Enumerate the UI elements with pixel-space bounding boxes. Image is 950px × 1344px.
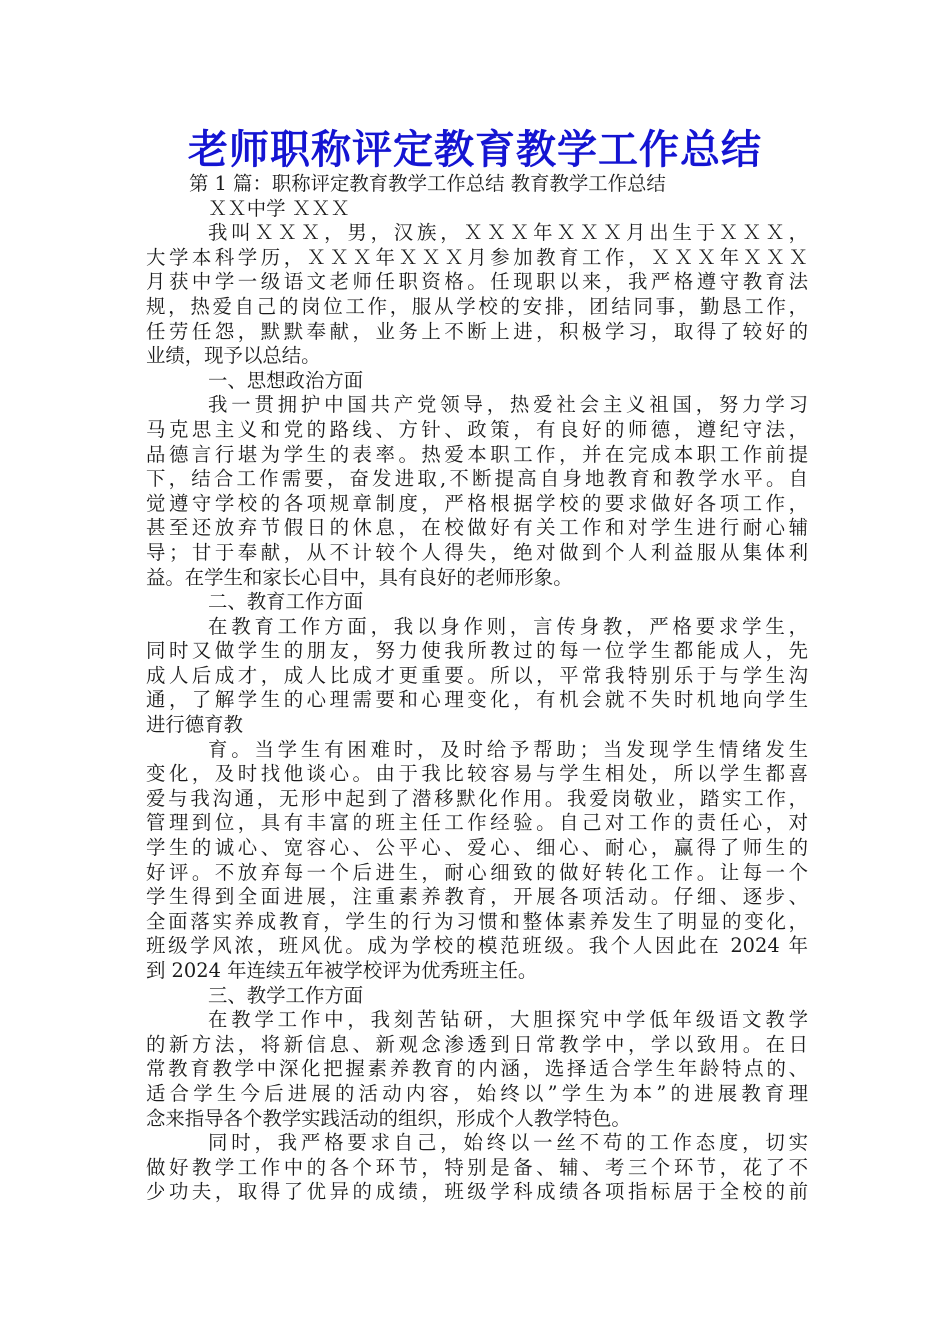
paragraph-line: 我一贯拥护中国共产党领导，热爱社会主义祖国，努力学习 (208, 393, 808, 417)
paragraph-line: 班级学风浓，班风优。成为学校的模范班级。我个人因此在 2024 年 (146, 934, 808, 958)
paragraph-line: 变化，及时找他谈心。由于我比较容易与学生相处，所以学生都喜 (146, 762, 808, 786)
paragraph-line: 我叫ＸＸＸ，男，汉族，ＸＸＸ年ＸＸＸ月出生于ＸＸＸ， (208, 221, 808, 245)
paragraph-line: 业绩，现予以总结。 (146, 344, 321, 368)
paragraph-line: 同时又做学生的朋友，努力使我所教过的每一位学生都能成人，先 (146, 639, 808, 663)
paragraph-line: 管理到位，具有丰富的班主任工作经验。自己对工作的责任心，对 (146, 811, 808, 835)
paragraph-line: 甚至还放弃节假日的休息，在校做好有关工作和对学生进行耐心辅 (146, 516, 808, 540)
section-heading: 一、思想政治方面 (208, 368, 364, 392)
chapter-heading: 第 1 篇：职称评定教育教学工作总结 教育教学工作总结 (189, 172, 666, 195)
paragraph-line: 好评。不放弃每一个后进生，耐心细致的做好转化工作。让每一个 (146, 860, 808, 884)
section-heading: 三、教学工作方面 (208, 983, 364, 1007)
paragraph-line: 益。在学生和家长心目中，具有良好的老师形象。 (146, 565, 573, 589)
paragraph-line: 马克思主义和党的路线、方针、政策，有良好的师德，遵纪守法， (146, 417, 808, 441)
paragraph-line: 导；甘于奉献，从不计较个人得失，绝对做到个人利益服从集体利 (146, 540, 808, 564)
paragraph-line: 任劳任怨，默默奉献，业务上不断上进，积极学习，取得了较好的 (146, 319, 808, 343)
paragraph-line: 月获中学一级语文老师任职资格。任现职以来，我严格遵守教育法 (146, 270, 808, 294)
paragraph-line: 爱与我沟通，无形中起到了潜移默化作用。我爱岗敬业，踏实工作， (146, 786, 808, 810)
paragraph-line: 下，结合工作需要，奋发进取,不断提高自身地教育和教学水平。自 (146, 467, 808, 491)
paragraph-line: 育。当学生有困难时，及时给予帮助；当发现学生情绪发生 (208, 737, 808, 761)
paragraph-line: 到 2024 年连续五年被学校评为优秀班主任。 (146, 959, 538, 982)
paragraph-line: 进行德育教 (146, 713, 243, 737)
document-title: 老师职称评定教育教学工作总结 (188, 126, 762, 173)
paragraph-line: 规，热爱自己的岗位工作，服从学校的安排，团结同事，勤恳工作， (146, 294, 808, 318)
paragraph-line: 学生的诚心、宽容心、公平心、爱心、细心、耐心，赢得了师生的 (146, 836, 808, 860)
paragraph-line: 做好教学工作中的各个环节，特别是备、辅、考三个环节，花了不 (146, 1155, 808, 1179)
document-body (146, 172, 808, 1205)
paragraph-line: 通，了解学生的心理需要和心理变化，有机会就不失时机地向学生 (146, 688, 808, 712)
paragraph-line: 品德言行堪为学生的表率。热爱本职工作，并在完成本职工作前提 (146, 442, 808, 466)
paragraph-line: 的新方法，将新信息、新观念渗透到日常教学中，学以致用。在日 (146, 1032, 808, 1056)
paragraph-line: 同时，我严格要求自己，始终以一丝不苟的工作态度，切实 (208, 1131, 808, 1155)
paragraph-line: 全面落实养成教育，学生的行为习惯和整体素养发生了明显的变化， (146, 909, 808, 933)
author-line: ＸＸ中学 ＸＸＸ (208, 196, 350, 220)
paragraph-line: 在教育工作方面，我以身作则，言传身教，严格要求学生， (208, 614, 808, 638)
paragraph-line: 大学本科学历，ＸＸＸ年ＸＸＸ月参加教育工作，ＸＸＸ年ＸＸＸ (146, 245, 808, 269)
paragraph-line: 觉遵守学校的各项规章制度，严格根据学校的要求做好各项工作， (146, 491, 808, 515)
section-heading: 二、教育工作方面 (208, 590, 364, 614)
paragraph-line: 成人后成才，成人比成才更重要。所以，平常我特别乐于与学生沟 (146, 663, 808, 687)
paragraph-line: 念来指导各个教学实践活动的组织，形成个人教学特色。 (146, 1106, 631, 1130)
paragraph-line: 在教学工作中，我刻苦钻研，大胆探究中学低年级语文教学 (208, 1008, 808, 1032)
paragraph-line: 常教育教学中深化把握素养教育的内涵，选择适合学生年龄特点的、 (146, 1057, 808, 1081)
paragraph-line: 学生得到全面进展，注重素养教育，开展各项活动。仔细、逐步、 (146, 885, 808, 909)
paragraph-line: 适合学生今后进展的活动内容，始终以”学生为本”的进展教育理 (146, 1081, 808, 1105)
paragraph-line: 少功夫，取得了优异的成绩，班级学科成绩各项指标居于全校的前 (146, 1180, 808, 1204)
